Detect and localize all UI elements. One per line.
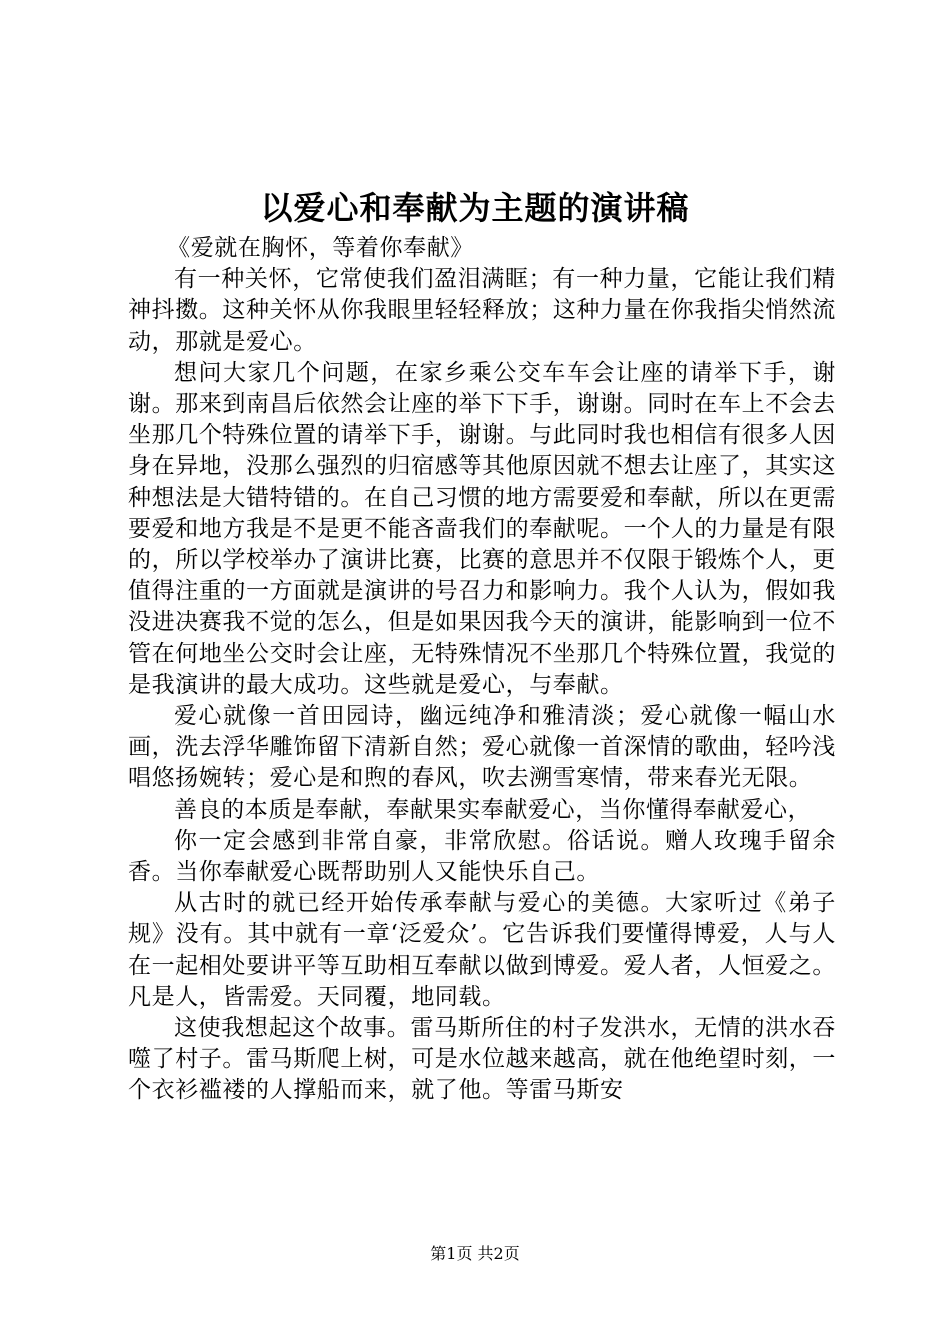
page-indicator: 第1页 共2页 xyxy=(430,1244,520,1263)
paragraph-7: 这使我想起这个故事。雷马斯所住的村子发洪水，无情的洪水吞噬了村子。雷马斯爬上树，可是水位越来越高，就在他绝望时刻，一个衣衫褴褛的人撑船而来，就了他。等雷马斯安 xyxy=(128,1015,836,1104)
speech-subtitle: 《爱就在胸怀，等着你奉献》 xyxy=(167,235,474,261)
paragraph-5: 你一定会感到非常自豪，非常欣慰。俗话说。赠人玫瑰手留余香。当你奉献爱心既帮助别人又能快乐自己。 xyxy=(128,827,836,886)
paragraph-2: 想问大家几个问题，在家乡乘公交车车会让座的请举下手，谢谢。那来到南昌后依然会让座的举下下手，谢谢。同时在车上不会去坐那几个特殊位置的请举下手，谢谢。与此同时我也相信有很多人因身在异地，没那么强烈的归宿感等其他原因就不想去让座了，其实这种想法是大错特错的。在自己习惯的地方需要爱和奉献，所以在更需要爱和地方我是不是更不能吝啬我们的奉献呢。一个人的力量是有限的，所以学校举办了演讲比赛，比赛的意思并不仅限于锻炼个人，更值得注重的一方面就是演讲的号召力和影响力。我个人认为，假如我没进决赛我不觉的怎么，但是如果因我今天的演讲，能影响到一位不管在何地坐公交时会让座，无特殊情况不坐那几个特殊位置，我觉的是我演讲的最大成功。这些就是爱心，与奉献。 xyxy=(128,359,836,698)
document-body xyxy=(128,233,836,1107)
document-title: 以爱心和奉献为主题的演讲稿 xyxy=(260,189,690,227)
paragraph-3: 爱心就像一首田园诗，幽远纯净和雅清淡；爱心就像一幅山水画，洗去浮华雕饰留下清新自然；爱心就像一首深情的歌曲，轻吟浅唱悠扬婉转；爱心是和煦的春风，吹去溯雪寒情，带来春光无限。 xyxy=(128,703,836,792)
paragraph-1: 有一种关怀，它常使我们盈泪满眶；有一种力量，它能让我们精神抖擞。这种关怀从你我眼里轻轻释放；这种力量在你我指尖悄然流动，那就是爱心。 xyxy=(128,266,836,355)
paragraph-6: 从古时的就已经开始传承奉献与爱心的美德。大家听过《弟子规》没有。其中就有一章‘泛爱众’。它告诉我们要懂得博爱，人与人在一起相处要讲平等互助相互奉献以做到博爱。爱人者，人恒爱之。凡是人，皆需爱。天同覆，地同载。 xyxy=(128,890,836,1010)
paragraph-4: 善良的本质是奉献，奉献果实奉献爱心，当你懂得奉献爱心， xyxy=(174,796,812,823)
